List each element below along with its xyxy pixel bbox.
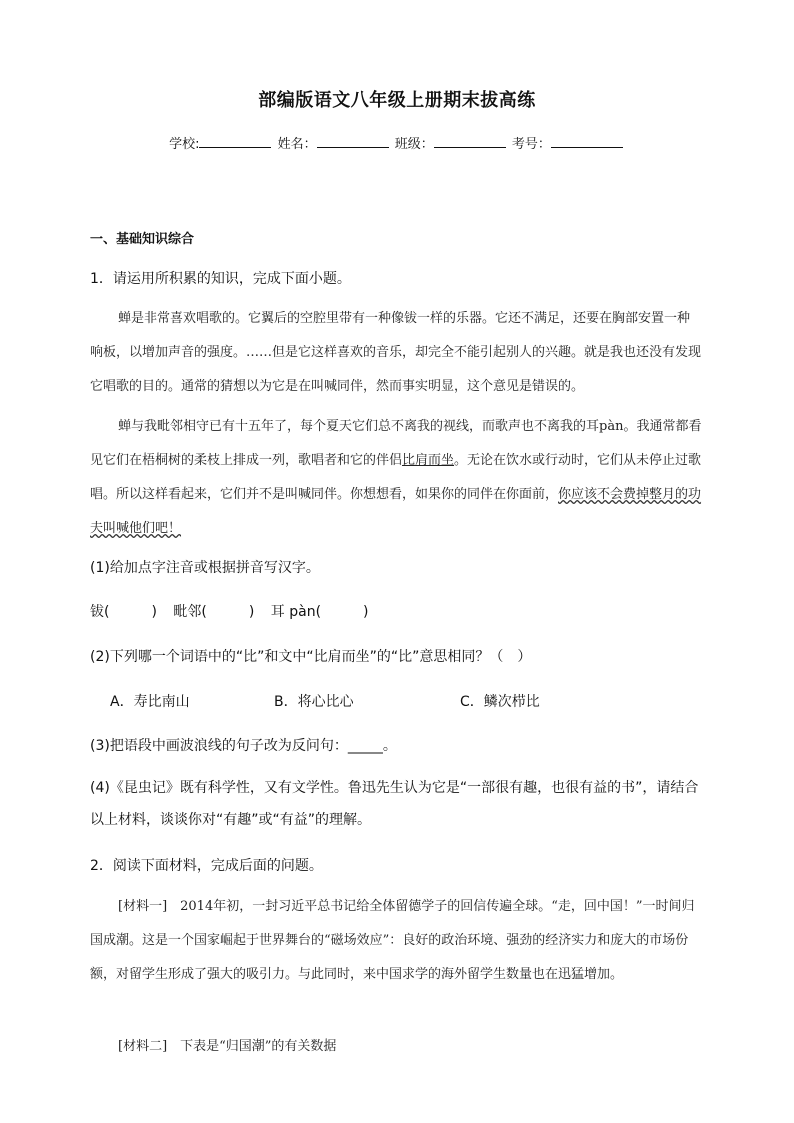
choice-options	[110, 691, 710, 711]
passage-text: 蝉与我毗邻相守已有十五年了，每个夏天它们总不离我的视线，而歌声也不离我的耳pàn。我通常都看见它们在梧桐树的柔枝上排成一列，歌唱者和它的伴侣	[90, 419, 702, 468]
sub-question-2: (2)下列哪一个词语中的“比”和文中“比肩而坐”的“比”意思相同？（ ）	[90, 649, 532, 665]
material-1: [材料一] 2014年初，一封习近平总书记给全体留德学子的回信传遍全球。“走，回中国！”一时间归国成潮。这是一个国家崛起于世界舞台的“磁场效应”：良好的政治环境、强劲的经济实力和庞大的市场份额，对留学生形成了强大的吸引力。与此同时，来中国求学的海外留学生数量也在迅猛增加。	[90, 899, 695, 982]
fill-item-erpan[interactable]: 耳 pàn( )	[270, 604, 369, 620]
page-title: 部编版语文八年级上册期末拔高练	[258, 90, 536, 111]
underlined-phrase: 比肩而坐	[402, 453, 455, 468]
passage-paragraph-2	[90, 410, 702, 546]
sub-question-3: (3)把语段中画波浪线的句子改为反问句：_____。	[90, 738, 397, 754]
school-blank[interactable]	[199, 135, 271, 148]
section-heading: 一、基础知识综合	[90, 232, 195, 247]
school-label: 学校:	[169, 137, 200, 152]
number-blank[interactable]	[551, 135, 623, 148]
sub-question-4: (4)《昆虫记》既有科学性，又有文学性。鲁迅先生认为它是“一部很有趣，也很有益的书”，请结合以上材料，谈谈你对“有趣”或“有益”的理解。	[90, 780, 699, 828]
student-info-line	[0, 133, 794, 152]
passage-paragraph-1: 蝉是非常喜欢唱歌的。它翼后的空腔里带有一种像钹一样的乐器。它还不满足，还要在胸部安置一种响板，以增加声音的强度。……但是它这样喜欢的音乐，却完全不能引起别人的兴趣。就是我也还没有发现它唱歌的目的。通常的猜想以为它是在叫喊同伴，然而事实明显，这个意见是错误的。	[90, 311, 702, 394]
question-1-prompt: 1．请运用所积累的知识，完成下面小题。	[90, 271, 351, 287]
name-blank[interactable]	[317, 135, 389, 148]
fill-item-pilin[interactable]: 毗邻( )	[173, 604, 255, 620]
class-label: 班级：	[394, 137, 434, 152]
class-blank[interactable]	[434, 135, 506, 148]
material-2: [材料二] 下表是“归国潮”的有关数据	[118, 1039, 337, 1054]
sub-question-1: (1)给加点字注音或根据拼音写汉字。	[90, 560, 320, 576]
question-2-prompt: 2．阅读下面材料，完成后面的问题。	[90, 858, 323, 874]
fill-item-bo[interactable]: 钹( )	[90, 604, 157, 620]
option-a[interactable]: A．寿比南山	[110, 694, 190, 710]
number-label: 考号：	[511, 137, 551, 152]
name-label: 姓名：	[277, 137, 317, 152]
wavy-underlined-sentence: 你应该不会费掉整月的功夫叫喊他们吧！	[90, 487, 702, 536]
passage-text: 。无论在饮水或行动时，它们从未停止过歌唱。所以这样看起来，它们并不是叫喊同伴。你想想看，如果你的同伴在你面前，	[90, 453, 702, 502]
option-b[interactable]: B．将心比心	[274, 694, 354, 710]
fill-in-row	[90, 601, 369, 621]
option-c[interactable]: C．鳞次栉比	[460, 694, 540, 710]
